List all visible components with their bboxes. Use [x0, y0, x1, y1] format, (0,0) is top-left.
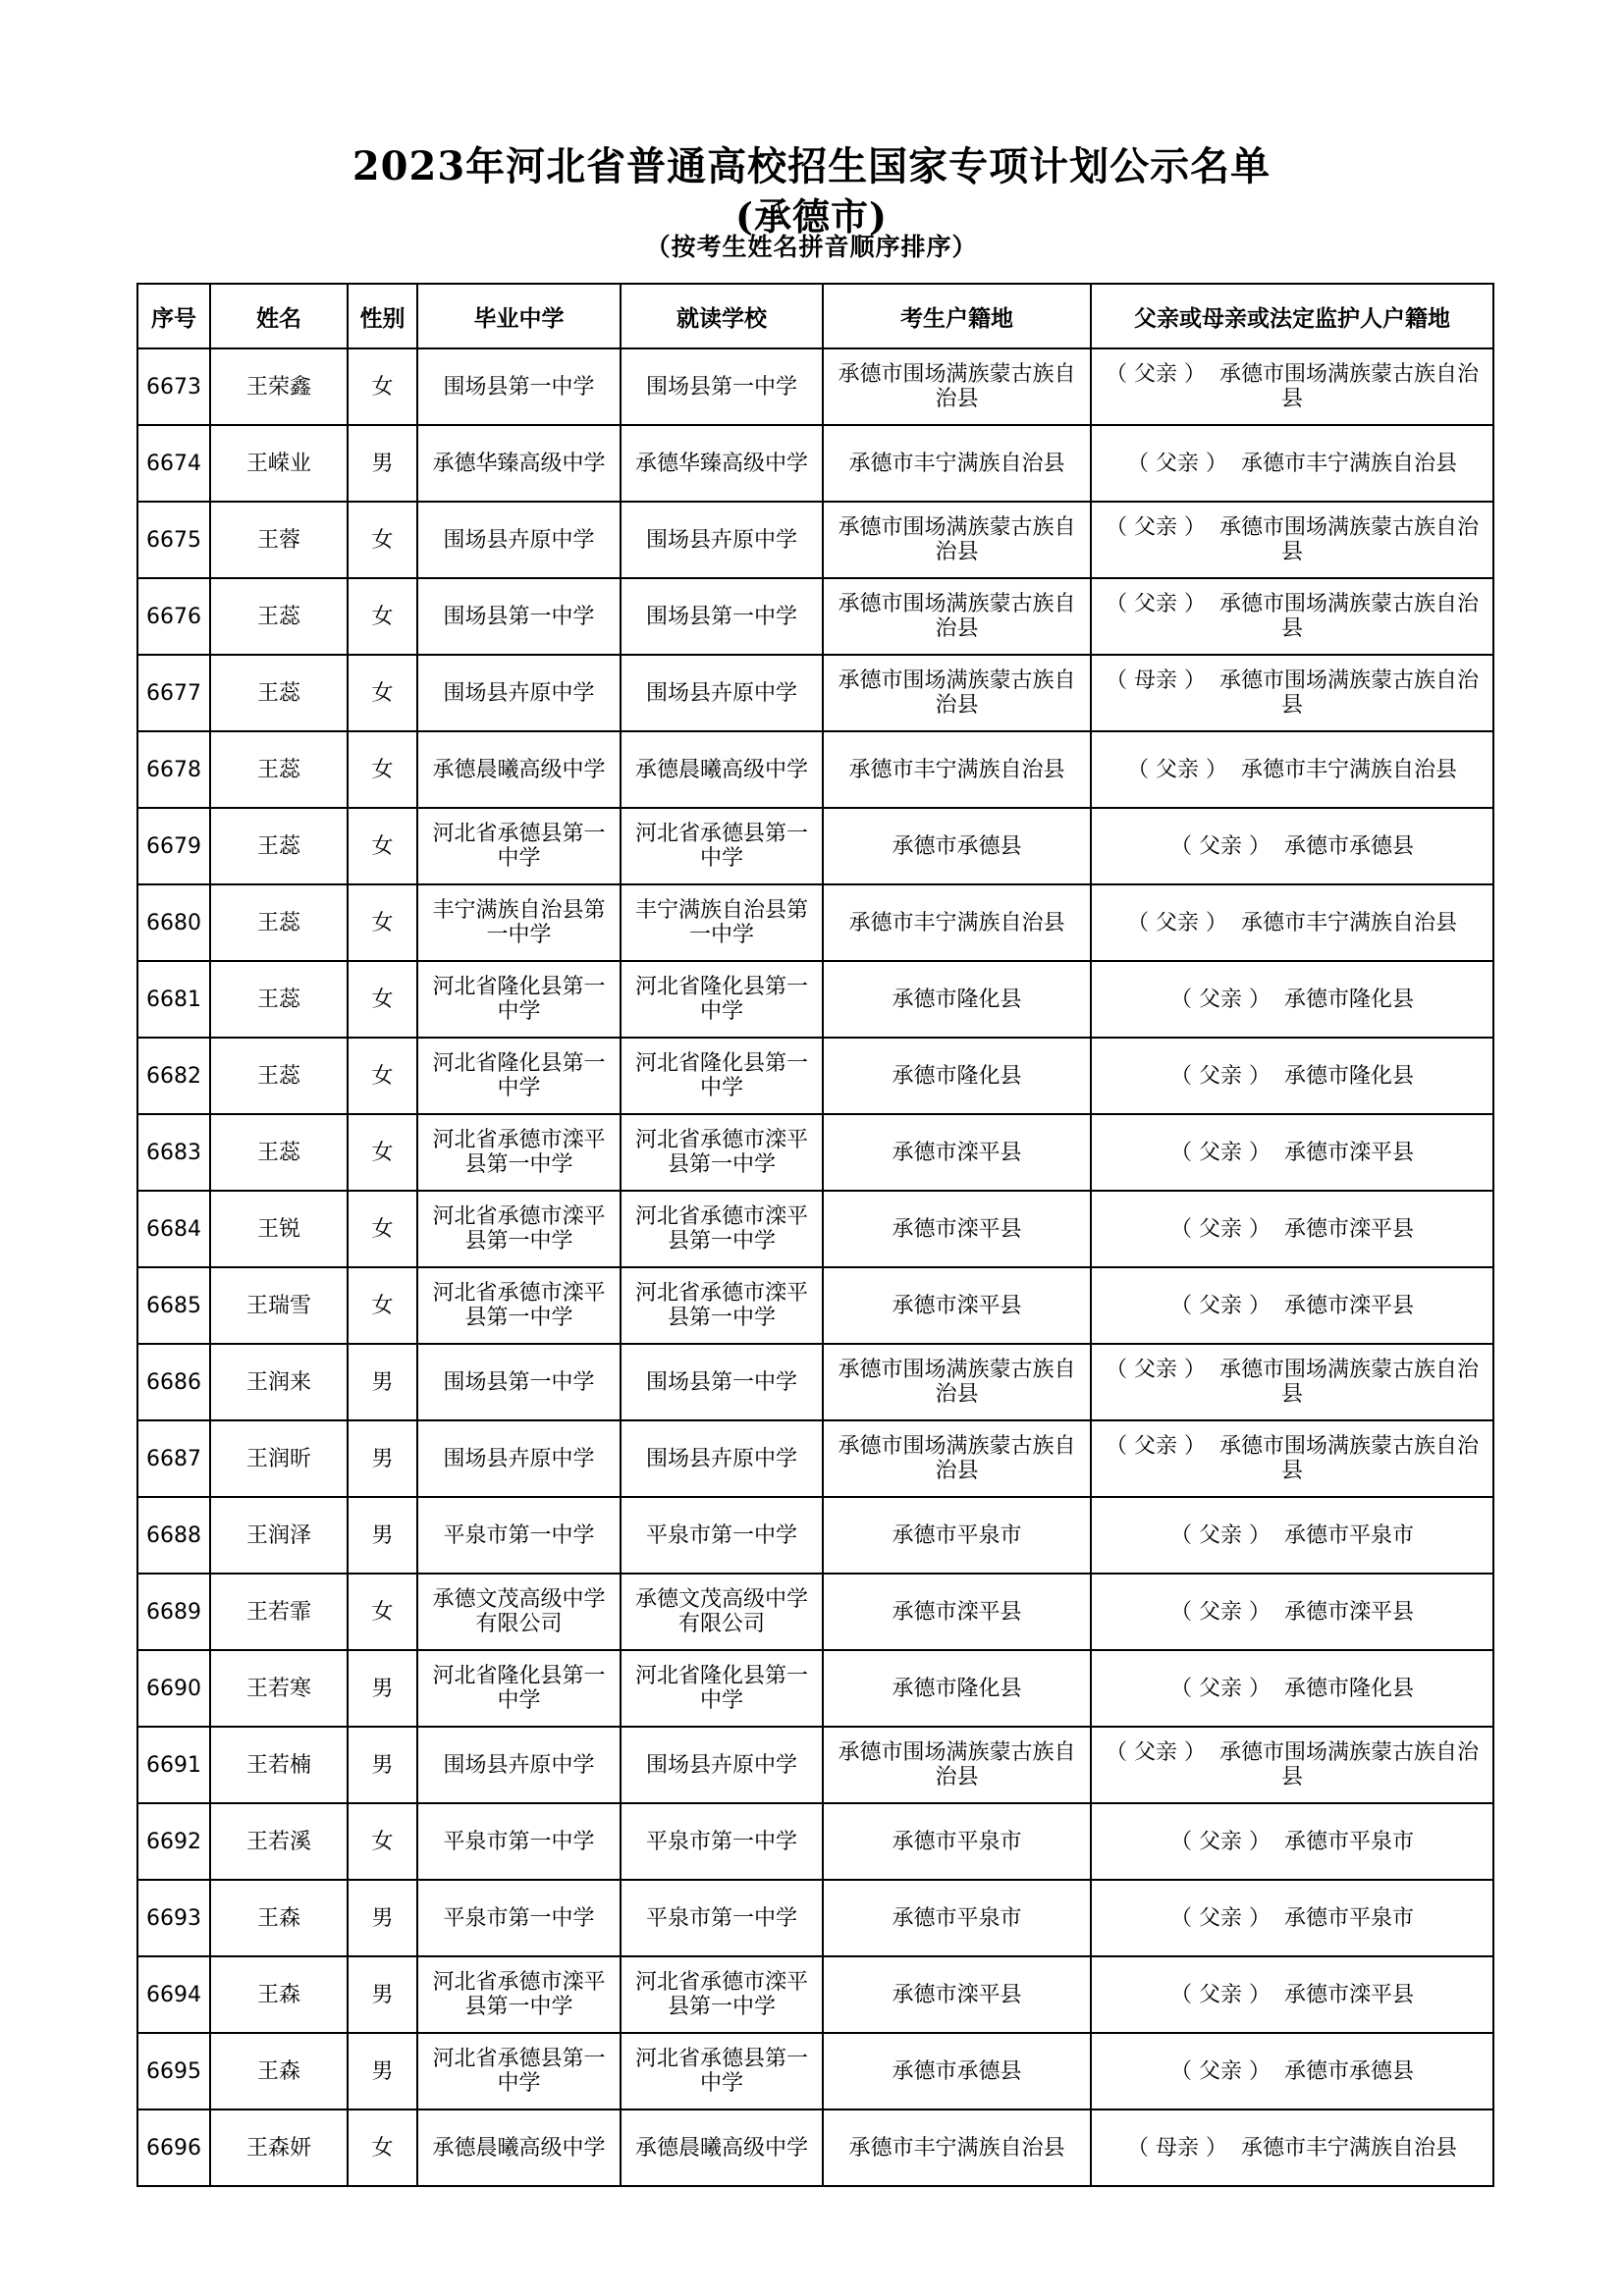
cell-guardian-residence — [1091, 1191, 1493, 1267]
cell-guardian-residence — [1091, 961, 1493, 1038]
cell-gender: 男 — [348, 2033, 417, 2109]
cell-gender: 女 — [348, 1191, 417, 1267]
cell-residence: 承德市平泉市 — [823, 1497, 1091, 1574]
cell-grad-school: 承德华臻高级中学 — [417, 425, 621, 502]
cell-name: 王森 — [210, 1956, 348, 2033]
table-row — [137, 1267, 1493, 1344]
guardian-place: 承德市承德县 — [1283, 2058, 1414, 2084]
cell-school: 平泉市第一中学 — [621, 1880, 823, 1956]
cell-no: 6689 — [137, 1574, 210, 1650]
cell-guardian-residence — [1091, 1420, 1493, 1497]
guardian-relation: （ 父亲 ） — [1169, 1063, 1271, 1089]
cell-guardian-residence — [1091, 1880, 1493, 1956]
cell-grad-school: 河北省承德市滦平县第一中学 — [417, 1956, 621, 2033]
guardian-place: 承德市围场满族蒙古族自治县 — [1218, 362, 1479, 411]
guardian-place: 承德市滦平县 — [1283, 1599, 1414, 1625]
cell-guardian-residence — [1091, 1267, 1493, 1344]
header-name: 姓名 — [210, 284, 348, 348]
cell-name: 王锐 — [210, 1191, 348, 1267]
cell-grad-school: 河北省隆化县第一中学 — [417, 961, 621, 1038]
cell-no: 6677 — [137, 655, 210, 731]
guardian-place: 承德市围场满族蒙古族自治县 — [1218, 1358, 1479, 1407]
cell-residence: 承德市围场满族蒙古族自治县 — [823, 1727, 1091, 1803]
table-row — [137, 348, 1493, 425]
cell-guardian-residence — [1091, 2033, 1493, 2109]
cell-residence: 承德市滦平县 — [823, 1114, 1091, 1191]
cell-no: 6683 — [137, 1114, 210, 1191]
table-row — [137, 502, 1493, 578]
cell-guardian-residence — [1091, 578, 1493, 655]
cell-grad-school: 围场县卉原中学 — [417, 1420, 621, 1497]
cell-grad-school: 丰宁满族自治县第一中学 — [417, 884, 621, 961]
cell-residence: 承德市围场满族蒙古族自治县 — [823, 1420, 1091, 1497]
guardian-relation: （ 父亲 ） — [1126, 910, 1227, 935]
cell-guardian-residence — [1091, 1956, 1493, 2033]
table-row — [137, 1727, 1493, 1803]
table-row — [137, 655, 1493, 731]
cell-gender: 女 — [348, 731, 417, 808]
cell-residence: 承德市丰宁满族自治县 — [823, 425, 1091, 502]
cell-residence: 承德市丰宁满族自治县 — [823, 2109, 1091, 2186]
guardian-place: 承德市丰宁满族自治县 — [1240, 757, 1457, 782]
table-row — [137, 1344, 1493, 1420]
cell-grad-school: 河北省隆化县第一中学 — [417, 1650, 621, 1727]
guardian-relation: （ 父亲 ） — [1105, 1358, 1206, 1382]
header-gender: 性别 — [348, 284, 417, 348]
cell-residence: 承德市滦平县 — [823, 1267, 1091, 1344]
cell-school: 围场县卉原中学 — [621, 502, 823, 578]
table-row — [137, 2109, 1493, 2186]
page-subtitle: (承德市) — [735, 194, 888, 239]
cell-school: 河北省承德市滦平县第一中学 — [621, 1267, 823, 1344]
cell-gender: 男 — [348, 1497, 417, 1574]
cell-grad-school: 围场县第一中学 — [417, 348, 621, 425]
cell-guardian-residence — [1091, 1114, 1493, 1191]
guardian-relation: （ 母亲 ） — [1105, 668, 1206, 693]
cell-guardian-residence — [1091, 2109, 1493, 2186]
table-row — [137, 961, 1493, 1038]
cell-residence: 承德市滦平县 — [823, 1956, 1091, 2033]
cell-guardian-residence — [1091, 1650, 1493, 1727]
table-row — [137, 884, 1493, 961]
guardian-place: 承德市隆化县 — [1283, 1063, 1414, 1089]
cell-name: 王蕊 — [210, 655, 348, 731]
cell-school: 河北省承德市滦平县第一中学 — [621, 1191, 823, 1267]
cell-name: 王蕊 — [210, 961, 348, 1038]
cell-school: 丰宁满族自治县第一中学 — [621, 884, 823, 961]
header-no: 序号 — [137, 284, 210, 348]
cell-guardian-residence — [1091, 808, 1493, 884]
cell-residence: 承德市围场满族蒙古族自治县 — [823, 655, 1091, 731]
guardian-relation: （ 父亲 ） — [1105, 1434, 1206, 1459]
guardian-place: 承德市围场满族蒙古族自治县 — [1218, 515, 1479, 564]
cell-gender: 男 — [348, 425, 417, 502]
cell-grad-school: 围场县卉原中学 — [417, 655, 621, 731]
guardian-relation: （ 父亲 ） — [1169, 1829, 1271, 1854]
cell-name: 王润来 — [210, 1344, 348, 1420]
cell-grad-school: 承德文茂高级中学有限公司 — [417, 1574, 621, 1650]
guardian-relation: （ 父亲 ） — [1169, 1140, 1271, 1165]
cell-name: 王嵘业 — [210, 425, 348, 502]
cell-school: 河北省隆化县第一中学 — [621, 1650, 823, 1727]
cell-guardian-residence — [1091, 348, 1493, 425]
table-row — [137, 1420, 1493, 1497]
cell-no: 6681 — [137, 961, 210, 1038]
cell-gender: 女 — [348, 655, 417, 731]
guardian-place: 承德市隆化县 — [1283, 1676, 1414, 1701]
header-residence: 考生户籍地 — [823, 284, 1091, 348]
cell-school: 围场县卉原中学 — [621, 1727, 823, 1803]
cell-grad-school: 河北省承德市滦平县第一中学 — [417, 1191, 621, 1267]
guardian-relation: （ 父亲 ） — [1169, 987, 1271, 1012]
cell-school: 河北省隆化县第一中学 — [621, 1038, 823, 1114]
cell-name: 王蕊 — [210, 884, 348, 961]
cell-grad-school: 围场县第一中学 — [417, 578, 621, 655]
cell-no: 6678 — [137, 731, 210, 808]
cell-name: 王若楠 — [210, 1727, 348, 1803]
cell-grad-school: 河北省承德县第一中学 — [417, 2033, 621, 2109]
cell-no: 6675 — [137, 502, 210, 578]
guardian-place: 承德市围场满族蒙古族自治县 — [1218, 668, 1479, 718]
cell-school: 承德华臻高级中学 — [621, 425, 823, 502]
guardian-place: 承德市平泉市 — [1283, 1522, 1414, 1548]
cell-residence: 承德市滦平县 — [823, 1191, 1091, 1267]
cell-name: 王瑞雪 — [210, 1267, 348, 1344]
cell-guardian-residence — [1091, 884, 1493, 961]
guardian-relation: （ 父亲 ） — [1105, 515, 1206, 540]
cell-school: 河北省承德县第一中学 — [621, 808, 823, 884]
cell-grad-school: 河北省承德市滦平县第一中学 — [417, 1114, 621, 1191]
cell-name: 王蓉 — [210, 502, 348, 578]
cell-residence: 承德市围场满族蒙古族自治县 — [823, 1344, 1091, 1420]
cell-no: 6691 — [137, 1727, 210, 1803]
table-row — [137, 1574, 1493, 1650]
cell-school: 河北省承德县第一中学 — [621, 2033, 823, 2109]
table-row — [137, 425, 1493, 502]
cell-name: 王蕊 — [210, 731, 348, 808]
cell-gender: 男 — [348, 1727, 417, 1803]
cell-residence: 承德市丰宁满族自治县 — [823, 884, 1091, 961]
cell-guardian-residence — [1091, 731, 1493, 808]
cell-gender: 女 — [348, 348, 417, 425]
guardian-relation: （ 父亲 ） — [1169, 1293, 1271, 1318]
cell-grad-school: 河北省承德市滦平县第一中学 — [417, 1267, 621, 1344]
table-row — [137, 731, 1493, 808]
table-row — [137, 1114, 1493, 1191]
cell-gender: 女 — [348, 808, 417, 884]
table-row — [137, 2033, 1493, 2109]
guardian-relation: （ 父亲 ） — [1169, 1522, 1271, 1548]
cell-no: 6679 — [137, 808, 210, 884]
cell-name: 王蕊 — [210, 1114, 348, 1191]
cell-name: 王荣鑫 — [210, 348, 348, 425]
cell-gender: 女 — [348, 1267, 417, 1344]
cell-residence: 承德市围场满族蒙古族自治县 — [823, 502, 1091, 578]
cell-guardian-residence — [1091, 1344, 1493, 1420]
table-row — [137, 1497, 1493, 1574]
cell-name: 王森 — [210, 2033, 348, 2109]
cell-name: 王润昕 — [210, 1420, 348, 1497]
cell-residence: 承德市承德县 — [823, 808, 1091, 884]
cell-name: 王润泽 — [210, 1497, 348, 1574]
page-title: 2023年河北省普通高校招生国家专项计划公示名单 — [352, 143, 1271, 189]
table-row — [137, 578, 1493, 655]
cell-grad-school: 平泉市第一中学 — [417, 1880, 621, 1956]
cell-gender: 女 — [348, 884, 417, 961]
table-row — [137, 1803, 1493, 1880]
guardian-relation: （ 父亲 ） — [1126, 757, 1227, 782]
guardian-place: 承德市丰宁满族自治县 — [1240, 910, 1457, 935]
cell-residence: 承德市滦平县 — [823, 1574, 1091, 1650]
guardian-place: 承德市围场满族蒙古族自治县 — [1218, 592, 1479, 641]
cell-grad-school: 平泉市第一中学 — [417, 1497, 621, 1574]
guardian-place: 承德市平泉市 — [1283, 1829, 1414, 1854]
sort-note: （按考生姓名拼音顺序排序） — [645, 233, 978, 261]
cell-guardian-residence — [1091, 1038, 1493, 1114]
guardian-place: 承德市滦平县 — [1283, 1140, 1414, 1165]
cell-no: 6688 — [137, 1497, 210, 1574]
cell-name: 王若寒 — [210, 1650, 348, 1727]
cell-residence: 承德市隆化县 — [823, 961, 1091, 1038]
table-row — [137, 1038, 1493, 1114]
guardian-relation: （ 父亲 ） — [1169, 1599, 1271, 1625]
cell-guardian-residence — [1091, 1574, 1493, 1650]
guardian-place: 承德市滦平县 — [1283, 1982, 1414, 2007]
guardian-place: 承德市承德县 — [1283, 833, 1414, 859]
cell-no: 6694 — [137, 1956, 210, 2033]
guardian-place: 承德市平泉市 — [1283, 1905, 1414, 1931]
cell-no: 6696 — [137, 2109, 210, 2186]
cell-gender: 男 — [348, 1420, 417, 1497]
cell-gender: 女 — [348, 1574, 417, 1650]
guardian-place: 承德市丰宁满族自治县 — [1240, 2135, 1457, 2161]
cell-school: 承德文茂高级中学有限公司 — [621, 1574, 823, 1650]
cell-no: 6695 — [137, 2033, 210, 2109]
cell-gender: 女 — [348, 1803, 417, 1880]
cell-grad-school: 围场县卉原中学 — [417, 502, 621, 578]
cell-no: 6682 — [137, 1038, 210, 1114]
cell-gender: 女 — [348, 502, 417, 578]
guardian-place: 承德市隆化县 — [1283, 987, 1414, 1012]
cell-guardian-residence — [1091, 1727, 1493, 1803]
cell-gender: 男 — [348, 1880, 417, 1956]
guardian-relation: （ 父亲 ） — [1105, 362, 1206, 387]
guardian-relation: （ 父亲 ） — [1169, 1676, 1271, 1701]
header-grad-school: 毕业中学 — [417, 284, 621, 348]
cell-name: 王蕊 — [210, 808, 348, 884]
cell-no: 6674 — [137, 425, 210, 502]
cell-gender: 女 — [348, 1114, 417, 1191]
cell-grad-school: 围场县卉原中学 — [417, 1727, 621, 1803]
cell-gender: 女 — [348, 961, 417, 1038]
guardian-place: 承德市滦平县 — [1283, 1216, 1414, 1242]
guardian-place: 承德市围场满族蒙古族自治县 — [1218, 1434, 1479, 1483]
guardian-place: 承德市围场满族蒙古族自治县 — [1218, 1740, 1479, 1789]
cell-grad-school: 河北省承德县第一中学 — [417, 808, 621, 884]
cell-school: 平泉市第一中学 — [621, 1497, 823, 1574]
cell-school: 围场县第一中学 — [621, 1344, 823, 1420]
guardian-relation: （ 父亲 ） — [1169, 1982, 1271, 2007]
cell-school: 平泉市第一中学 — [621, 1803, 823, 1880]
cell-no: 6685 — [137, 1267, 210, 1344]
cell-residence: 承德市丰宁满族自治县 — [823, 731, 1091, 808]
table-body — [137, 348, 1493, 2186]
cell-grad-school: 平泉市第一中学 — [417, 1803, 621, 1880]
cell-name: 王若霏 — [210, 1574, 348, 1650]
cell-residence: 承德市平泉市 — [823, 1880, 1091, 1956]
cell-school: 围场县卉原中学 — [621, 655, 823, 731]
cell-name: 王森 — [210, 1880, 348, 1956]
cell-school: 河北省承德市滦平县第一中学 — [621, 1956, 823, 2033]
cell-guardian-residence — [1091, 655, 1493, 731]
cell-no: 6687 — [137, 1420, 210, 1497]
cell-school: 承德晨曦高级中学 — [621, 731, 823, 808]
table-row — [137, 1880, 1493, 1956]
guardian-relation: （ 父亲 ） — [1105, 1740, 1206, 1765]
guardian-relation: （ 母亲 ） — [1126, 2135, 1227, 2161]
cell-gender: 女 — [348, 578, 417, 655]
cell-guardian-residence — [1091, 1803, 1493, 1880]
cell-school: 承德晨曦高级中学 — [621, 2109, 823, 2186]
table-row — [137, 1956, 1493, 2033]
cell-guardian-residence — [1091, 1497, 1493, 1574]
cell-name: 王森妍 — [210, 2109, 348, 2186]
cell-gender: 女 — [348, 2109, 417, 2186]
cell-no: 6673 — [137, 348, 210, 425]
table-row — [137, 1191, 1493, 1267]
cell-gender: 男 — [348, 1344, 417, 1420]
cell-grad-school: 河北省隆化县第一中学 — [417, 1038, 621, 1114]
guardian-relation: （ 父亲 ） — [1169, 2058, 1271, 2084]
cell-guardian-residence — [1091, 425, 1493, 502]
cell-no: 6693 — [137, 1880, 210, 1956]
cell-name: 王蕊 — [210, 1038, 348, 1114]
cell-school: 围场县卉原中学 — [621, 1420, 823, 1497]
cell-gender: 男 — [348, 1956, 417, 2033]
cell-grad-school: 承德晨曦高级中学 — [417, 731, 621, 808]
cell-name: 王蕊 — [210, 578, 348, 655]
table-row — [137, 808, 1493, 884]
cell-no: 6686 — [137, 1344, 210, 1420]
guardian-relation: （ 父亲 ） — [1169, 1905, 1271, 1931]
cell-no: 6676 — [137, 578, 210, 655]
cell-grad-school: 围场县第一中学 — [417, 1344, 621, 1420]
cell-grad-school: 承德晨曦高级中学 — [417, 2109, 621, 2186]
guardian-place: 承德市丰宁满族自治县 — [1240, 451, 1457, 476]
header-guardian-residence: 父亲或母亲或法定监护人户籍地 — [1091, 284, 1493, 348]
roster-table — [136, 283, 1494, 2187]
cell-residence: 承德市围场满族蒙古族自治县 — [823, 578, 1091, 655]
guardian-relation: （ 父亲 ） — [1126, 451, 1227, 476]
cell-school: 围场县第一中学 — [621, 348, 823, 425]
cell-guardian-residence — [1091, 502, 1493, 578]
cell-school: 河北省承德市滦平县第一中学 — [621, 1114, 823, 1191]
cell-residence: 承德市承德县 — [823, 2033, 1091, 2109]
table-header-row — [137, 284, 1493, 348]
table-row — [137, 1650, 1493, 1727]
cell-residence: 承德市围场满族蒙古族自治县 — [823, 348, 1091, 425]
cell-no: 6690 — [137, 1650, 210, 1727]
cell-residence: 承德市平泉市 — [823, 1803, 1091, 1880]
cell-residence: 承德市隆化县 — [823, 1038, 1091, 1114]
cell-school: 围场县第一中学 — [621, 578, 823, 655]
cell-gender: 女 — [348, 1038, 417, 1114]
header-school: 就读学校 — [621, 284, 823, 348]
cell-no: 6680 — [137, 884, 210, 961]
guardian-place: 承德市滦平县 — [1283, 1293, 1414, 1318]
guardian-relation: （ 父亲 ） — [1169, 833, 1271, 859]
cell-residence: 承德市隆化县 — [823, 1650, 1091, 1727]
cell-gender: 男 — [348, 1650, 417, 1727]
cell-no: 6684 — [137, 1191, 210, 1267]
cell-name: 王若溪 — [210, 1803, 348, 1880]
cell-school: 河北省隆化县第一中学 — [621, 961, 823, 1038]
cell-no: 6692 — [137, 1803, 210, 1880]
guardian-relation: （ 父亲 ） — [1169, 1216, 1271, 1242]
guardian-relation: （ 父亲 ） — [1105, 592, 1206, 616]
